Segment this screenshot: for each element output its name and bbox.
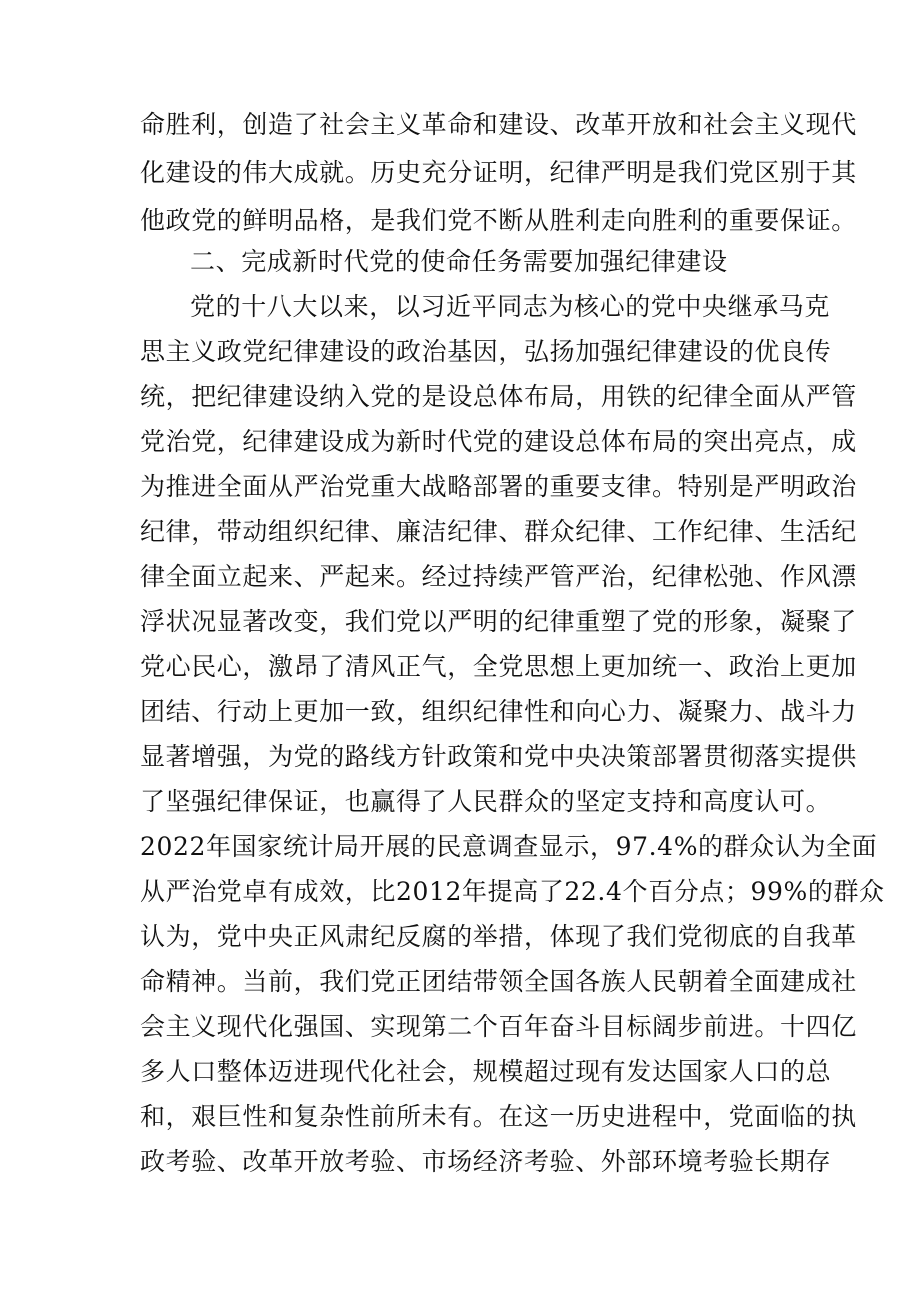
text-line: 多人口整体迈进现代化社会，规模超过现有发达国家人口的总 — [140, 1057, 832, 1086]
text-line: 思主义政党纪律建设的政治基因，弘扬加强纪律建设的优良传 — [140, 337, 832, 366]
text-line: 认为，党中央正风肃纪反腐的举措，体现了我们党彻底的自我革 — [140, 922, 857, 951]
text-line: 和，艰巨性和复杂性前所未有。在这一历史进程中，党面临的执 — [140, 1102, 857, 1131]
text-line: 命精神。当前，我们党正团结带领全国各族人民朝着全面建成社 — [140, 967, 857, 996]
text-line: 显著增强，为党的路线方针政策和党中央决策部署贯彻落实提供 — [140, 742, 857, 771]
text-line: 党的十八大以来，以习近平同志为核心的党中央继承马克 — [190, 292, 831, 321]
text-line: 党心民心，激昂了清风正气，全党思想上更加统一、政治上更加 — [140, 652, 857, 681]
text-line: 2022年国家统计局开展的民意调查显示，97.4%的群众认为全面 — [140, 832, 878, 861]
text-line: 为推进全面从严治党重大战略部署的重要支律。特别是严明政治 — [140, 472, 857, 501]
text-line: 党治党，纪律建设成为新时代党的建设总体布局的突出亮点，成 — [140, 427, 857, 456]
section-heading: 二、完成新时代党的使命任务需要加强纪律建设 — [190, 247, 728, 276]
text-line: 了坚强纪律保证，也赢得了人民群众的坚定支持和高度认可。 — [140, 787, 832, 816]
text-line: 他政党的鲜明品格，是我们党不断从胜利走向胜利的重要保证。 — [140, 206, 857, 235]
text-line: 统，把纪律建设纳入党的是设总体布局，用铁的纪律全面从严管 — [140, 382, 857, 411]
text-line: 政考验、改革开放考验、市场经济考验、外部环境考验长期存 — [140, 1147, 832, 1176]
text-line: 浮状况显著改变，我们党以严明的纪律重塑了党的形象，凝聚了 — [140, 607, 857, 636]
text-line: 命胜利，创造了社会主义革命和建设、改革开放和社会主义现代 — [140, 110, 857, 139]
text-line: 会主义现代化强国、实现第二个百年奋斗目标阔步前进。十四亿 — [140, 1012, 857, 1041]
text-line: 纪律，带动组织纪律、廉洁纪律、群众纪律、工作纪律、生活纪 — [140, 517, 857, 546]
text-line: 律全面立起来、严起来。经过持续严管严治，纪律松弛、作风漂 — [140, 562, 857, 591]
text-line: 团结、行动上更加一致，组织纪律性和向心力、凝聚力、战斗力 — [140, 697, 857, 726]
text-line: 从严治党卓有成效，比2012年提高了22.4个百分点；99%的群众 — [140, 877, 885, 906]
text-line: 化建设的伟大成就。历史充分证明，纪律严明是我们党区别于其 — [140, 158, 857, 187]
